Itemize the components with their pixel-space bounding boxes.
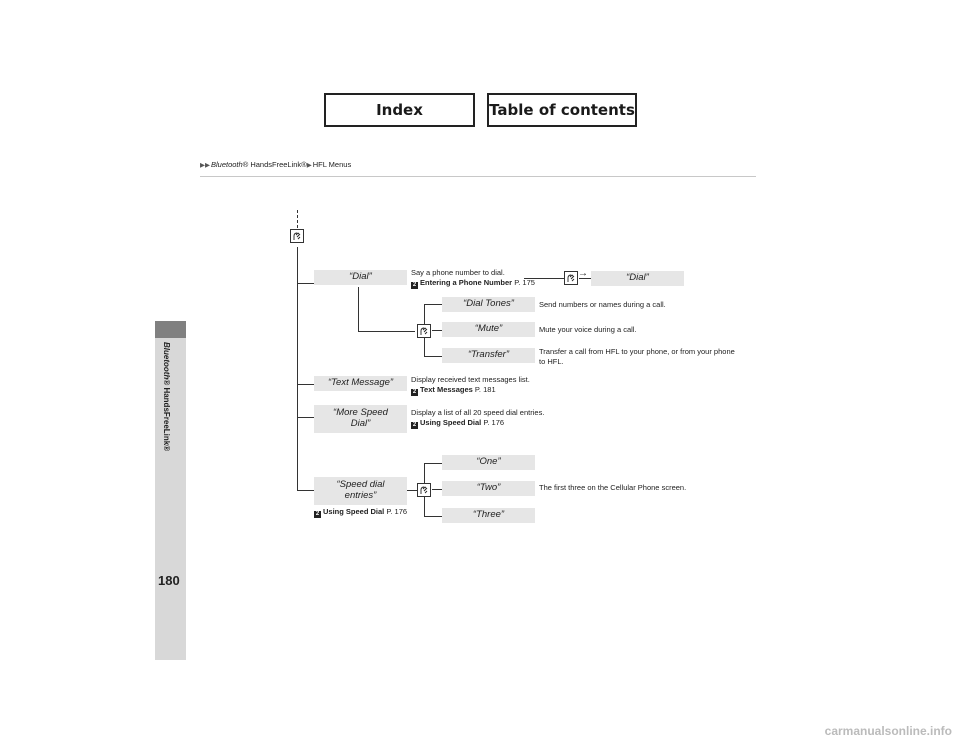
breadcrumb-arrow-icon: ▶ (306, 162, 312, 169)
breadcrumb (200, 160, 351, 169)
ref-speed-dial-title: Using Speed Dial (323, 507, 385, 516)
cmd-text-message: “Text Message” (314, 376, 407, 391)
one-branch (424, 463, 442, 464)
footer-watermark: carmanualsonline.info (824, 724, 952, 738)
cmd-dial-result: “Dial” (591, 271, 684, 286)
talk-button-icon (417, 324, 431, 338)
cmd-speed-dial-entries: “Speed dial entries” (314, 477, 407, 505)
cmd-mute: “Mute” (442, 322, 535, 337)
desc-text-message (411, 375, 530, 396)
desc-more-speed-dial (411, 408, 544, 429)
reference-arrow-icon: 2 (412, 282, 417, 289)
dial-sub-line-h (358, 331, 415, 332)
ref-more-speed-dial[interactable] (411, 418, 544, 429)
breadcrumb-part2[interactable]: HFL Menus (312, 160, 352, 169)
ref-dial[interactable] (411, 278, 535, 289)
side-tab-marker (155, 321, 186, 338)
ref-text-message[interactable] (411, 385, 530, 396)
desc-dial (411, 268, 535, 289)
breadcrumb-arrow-icon: ▶▶ (200, 162, 210, 169)
transfer-branch (424, 356, 442, 357)
side-tab-label-italic: Bluetooth (162, 342, 171, 380)
mute-branch (432, 330, 442, 331)
reference-arrow-icon: 2 (412, 422, 417, 429)
ref-text-message-page: P. 181 (472, 385, 496, 395)
ref-more-speed-dial-title: Using Speed Dial (420, 418, 482, 428)
desc-transfer: Transfer a call from HFL to your phone, or from your phone to HFL. (539, 347, 735, 367)
speed-dial-to-icon (407, 490, 417, 491)
talk-button-icon (290, 229, 304, 243)
cmd-more-speed-dial: “More Speed Dial” (314, 405, 407, 433)
arrow-right-icon: → (578, 268, 588, 279)
desc-more-speed-dial-text: Display a list of all 20 speed dial entries. (411, 408, 545, 417)
dial-tones-branch (424, 304, 442, 305)
cmd-dial: “Dial” (314, 270, 407, 285)
ref-speed-dial[interactable] (314, 507, 407, 518)
breadcrumb-part1-suffix[interactable]: ® HandsFreeLink® (242, 160, 307, 169)
two-branch (432, 489, 442, 490)
cmd-dial-tones: “Dial Tones” (442, 297, 535, 312)
toc-button-label: Table of contents (489, 101, 635, 119)
index-button[interactable] (324, 93, 475, 127)
cmd-transfer: “Transfer” (442, 348, 535, 363)
desc-dial-tones: Send numbers or names during a call. (539, 300, 666, 309)
cmd-two: “Two” (442, 481, 535, 496)
talk-button-icon (564, 271, 578, 285)
dial-sub-line (358, 287, 359, 331)
ref-dial-page: P. 175 (512, 278, 535, 288)
header-divider (200, 176, 756, 177)
breadcrumb-part1[interactable]: Bluetooth (211, 160, 243, 169)
desc-speed-dial (314, 507, 407, 518)
desc-mute: Mute your voice during a call. (539, 325, 637, 334)
reference-arrow-icon: 2 (315, 511, 320, 517)
talk-button-icon (417, 483, 431, 497)
cmd-three: “Three” (442, 508, 535, 523)
ref-text-message-title: Text Messages (420, 385, 473, 395)
branch-more-speed-dial (297, 417, 314, 418)
branch-dial (297, 283, 314, 284)
ref-dial-title: Entering a Phone Number (420, 278, 513, 288)
desc-dial-text: Say a phone number to dial. (411, 268, 505, 277)
side-tab-label-rest: ® HandsFreeLink® (162, 379, 171, 452)
reference-arrow-icon: 2 (412, 389, 417, 396)
ref-speed-dial-page: P. 176 (384, 507, 408, 516)
index-button-label: Index (376, 101, 423, 119)
three-branch (424, 516, 442, 517)
cmd-one: “One” (442, 455, 535, 470)
table-of-contents-button[interactable] (487, 93, 637, 127)
side-tab-label (162, 342, 171, 451)
page-number: 180 (158, 573, 180, 588)
desc-two: The first three on the Cellular Phone screen. (539, 483, 687, 492)
branch-speed-dial (297, 490, 314, 491)
tree-dashed-line (297, 210, 298, 228)
ref-more-speed-dial-page: P. 176 (481, 418, 505, 428)
branch-text-message (297, 384, 314, 385)
desc-text-message-text: Display received text messages list. (411, 375, 530, 384)
